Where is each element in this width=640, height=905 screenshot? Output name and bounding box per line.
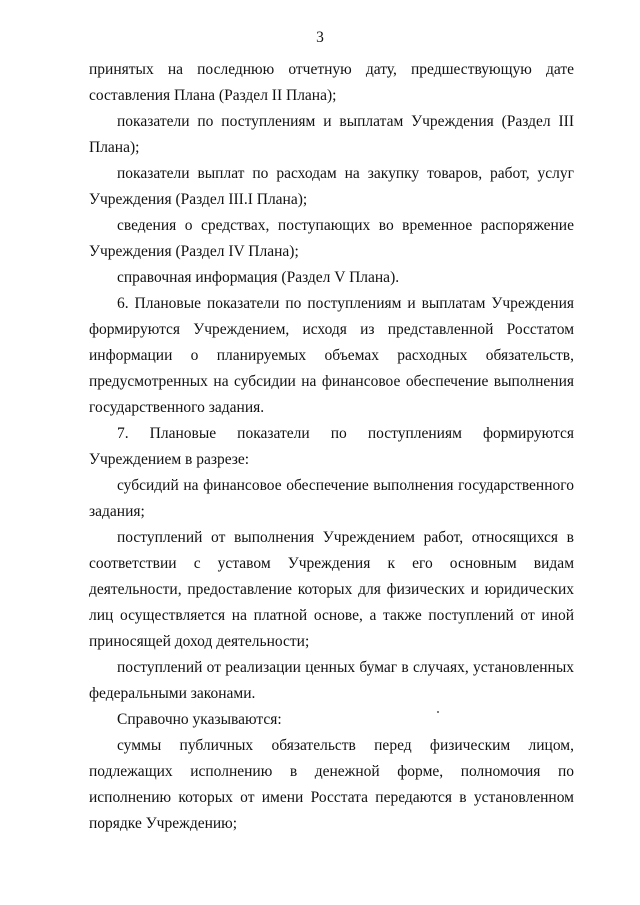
paragraph-section-v: справочная информация (Раздел V Плана). [117, 269, 400, 286]
paragraph-continuation: принятых на последнюю отчетную дату, предшествующую дате составления Плана (Раздел II Плана); [89, 61, 574, 104]
paragraph-item-7: 7. Плановые показатели по поступлениям формируются Учреждением в разрезе: [89, 425, 574, 468]
paragraph-paid-services: поступлений от выполнения Учреждением работ, относящихся в соответствии с уставом Учреждения к его основным видам деятельности, предоставление которых для физических и юридических лиц осуществляется на платной основе, а также поступлений от иной приносящей доход деятельности; [89, 529, 574, 650]
paragraph-section-iii: показатели по поступлениям и выплатам Учреждения (Раздел III Плана); [89, 113, 574, 156]
page-number: 3 [316, 29, 324, 46]
paragraph-public-obligations: суммы публичных обязательств перед физическим лицом, подлежащих исполнению в денежной форме, полномочия по исполнению которых от имени Росстата передаются в установленном порядке Учреждению; [89, 737, 574, 832]
paragraph-section-iv: сведения о средствах, поступающих во временное распоряжение Учреждения (Раздел IV Плана); [89, 217, 574, 260]
document-body [89, 57, 574, 837]
paragraph-section-iii-i: показатели выплат по расходам на закупку товаров, работ, услуг Учреждения (Раздел III.I Плана); [89, 165, 574, 208]
paragraph-reference-heading: Справочно указываются: [117, 711, 282, 728]
paragraph-item-6: 6. Плановые показатели по поступлениям и выплатам Учреждения формируются Учреждением, исходя из представленной Росстатом информации о планируемых объемах расходных обязательств, предусмотренных на субсидии на финансовое обеспечение выполнения государственного задания. [89, 295, 574, 416]
paragraph-subsidies: субсидий на финансовое обеспечение выполнения государственного задания; [89, 477, 574, 520]
scan-speck [437, 711, 439, 713]
paragraph-securities: поступлений от реализации ценных бумаг в случаях, установленных федеральными законами. [89, 659, 574, 702]
